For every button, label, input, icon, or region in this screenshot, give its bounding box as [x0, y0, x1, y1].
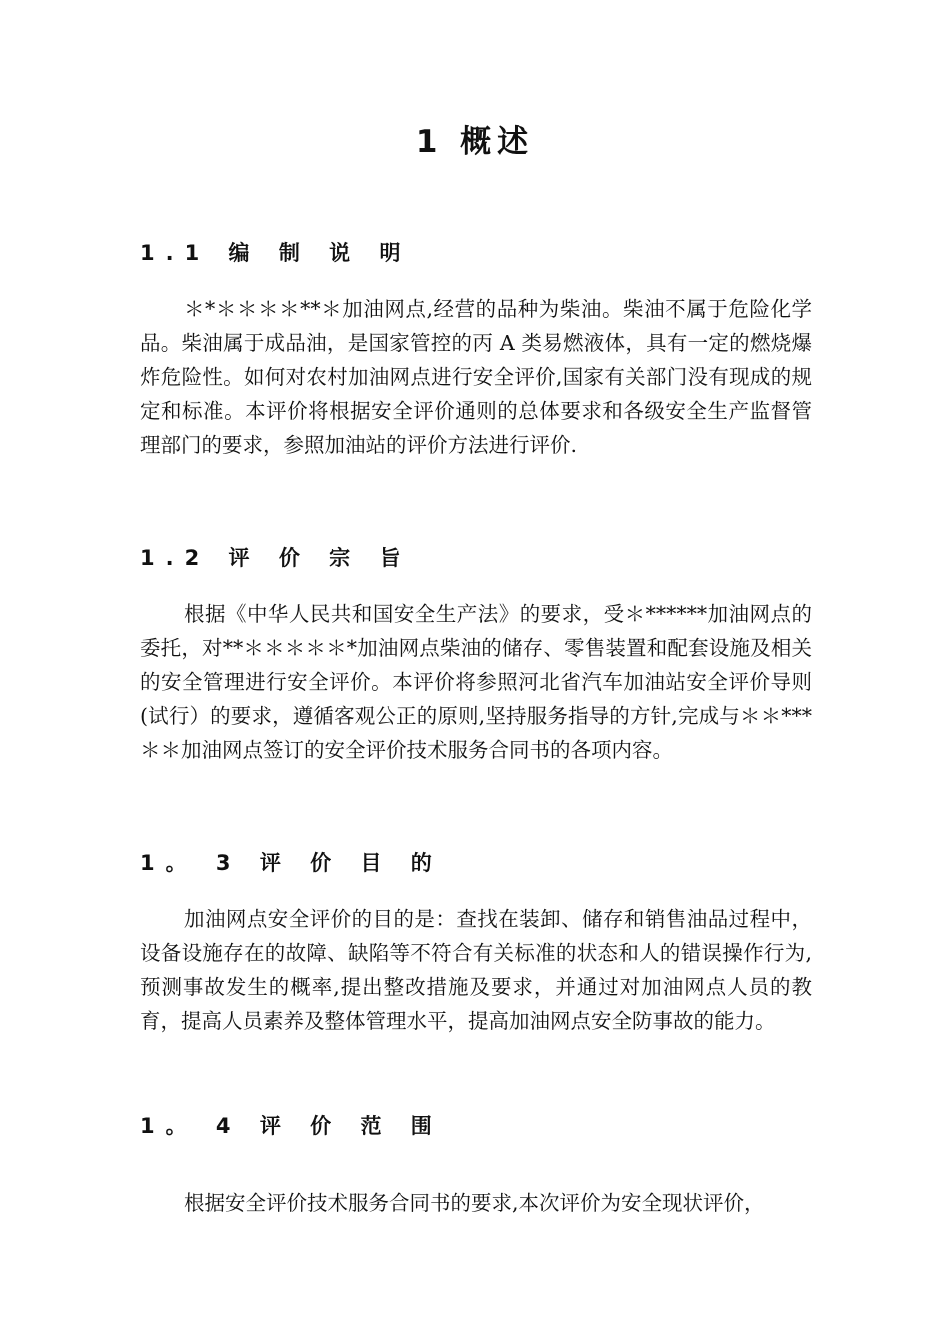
- section-heading-1-1: 1.1 编 制 说 明: [140, 241, 412, 265]
- section-paragraph-1-2: 根据《中华人民共和国安全生产法》的要求，受＊******加油网点的委托，对**＊＊＊＊＊*加油网点柴油的储存、零售装置和配套设施及相关的安全管理进行安全评价。本评价将参照河北省汽车加油站安全评价导则(试行）的要求，遵循客观公正的原则,坚持服务指导的方针,完成与＊＊***＊＊加油网点签订的安全评价技术服务合同书的各项内容。: [140, 602, 812, 762]
- document-title: 1 概述: [415, 124, 535, 160]
- section-heading-1-4: 1。 4 评 价 范 围: [140, 1114, 443, 1138]
- section-paragraph-1-1: ＊*＊＊＊＊**＊加油网点,经营的品种为柴油。柴油不属于危险化学品。柴油属于成品油，是国家管控的丙 A 类易燃液体，具有一定的燃烧爆炸危险性。如何对农村加油网点进行安全评价,国家有关部门没有现成的规定和标准。本评价将根据安全评价通则的总体要求和各级安全生产监督管理部门的要求，参照加油站的评价方法进行评价.: [140, 297, 812, 457]
- section-paragraph-1-3: 加油网点安全评价的目的是：查找在装卸、储存和销售油品过程中，设备设施存在的故障、缺陷等不符合有关标准的状态和人的错误操作行为,预测事故发生的概率,提出整改措施及要求，并通过对加油网点人员的教育，提高人员素养及整体管理水平，提高加油网点安全防事故的能力。: [140, 907, 812, 1033]
- section-heading-1-2: 1.2 评 价 宗 旨: [140, 546, 412, 570]
- section-heading-1-3: 1。 3 评 价 目 的: [140, 851, 443, 875]
- section-paragraph-1-4: 根据安全评价技术服务合同书的要求,本次评价为安全现状评价，: [184, 1191, 765, 1215]
